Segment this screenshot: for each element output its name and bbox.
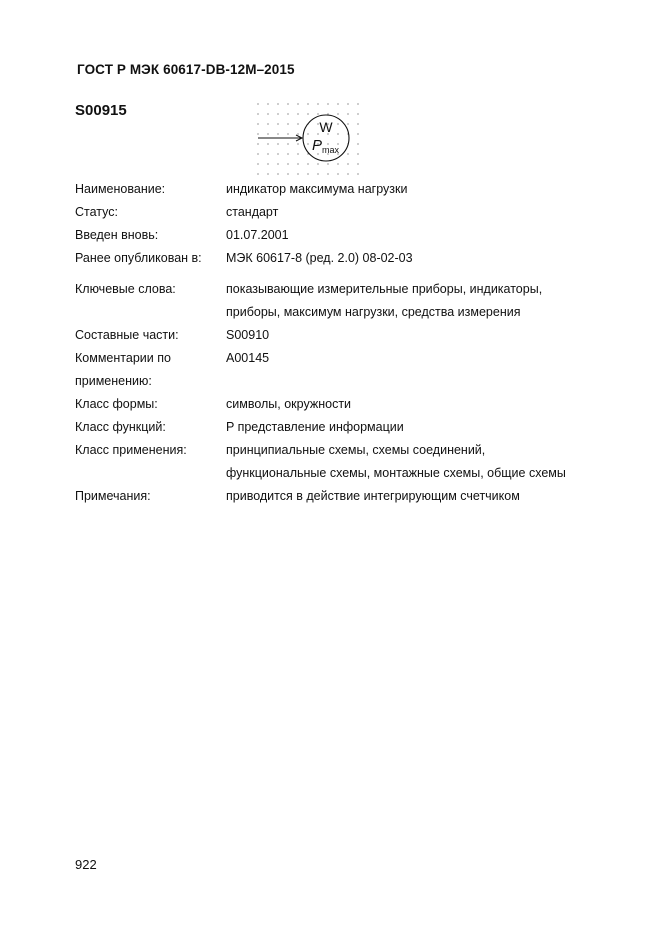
attribute-row xyxy=(75,439,585,485)
grid-dot xyxy=(297,163,298,164)
grid-dot xyxy=(357,163,358,164)
attribute-label: Введен вновь: xyxy=(75,228,159,242)
grid-dot xyxy=(287,133,288,134)
grid-dot xyxy=(287,113,288,114)
attribute-label: Ранее опубликован в: xyxy=(75,251,202,265)
grid-dot xyxy=(337,163,338,164)
grid-dot xyxy=(357,133,358,134)
grid-dot xyxy=(357,143,358,144)
grid-dot xyxy=(267,123,268,124)
attribute-label: Статус: xyxy=(75,205,118,219)
grid-dot xyxy=(277,103,278,104)
grid-dot xyxy=(317,113,318,114)
grid-dot xyxy=(287,173,288,174)
symbol-code: S00915 xyxy=(75,102,127,119)
grid-dot xyxy=(357,103,358,104)
attribute-value: P представление информации xyxy=(226,420,404,434)
attribute-value: МЭК 60617-8 (ред. 2.0) 08-02-03 xyxy=(226,251,413,265)
grid-dot xyxy=(307,163,308,164)
grid-dot xyxy=(267,133,268,134)
grid-dot xyxy=(337,113,338,114)
grid-dot xyxy=(267,103,268,104)
grid-dot xyxy=(347,173,348,174)
grid-dot xyxy=(337,123,338,124)
grid-dot xyxy=(297,153,298,154)
attribute-label: Комментарии по применению: xyxy=(75,351,171,388)
grid-dot xyxy=(277,143,278,144)
grid-dot xyxy=(267,113,268,114)
grid-dot xyxy=(317,103,318,104)
grid-dot xyxy=(357,173,358,174)
grid-dot xyxy=(307,113,308,114)
attribute-value: A00145 xyxy=(226,351,270,365)
grid-dot xyxy=(307,103,308,104)
grid-dot xyxy=(277,123,278,124)
grid-dot xyxy=(257,103,258,104)
grid-dot xyxy=(297,133,298,134)
grid-dot xyxy=(287,163,288,164)
grid-dot xyxy=(357,153,358,154)
grid-dot xyxy=(327,103,328,104)
symbol-figure xyxy=(254,100,370,176)
unit-w-label: W xyxy=(319,119,333,135)
grid-dot xyxy=(267,173,268,174)
grid-dot xyxy=(297,123,298,124)
attribute-row xyxy=(75,201,585,224)
grid-dot xyxy=(267,163,268,164)
attribute-row xyxy=(75,347,585,393)
power-max-label: Pmax xyxy=(312,137,340,155)
attribute-value: приводится в действие интегрирующим счетчиком xyxy=(226,489,520,503)
grid-dot xyxy=(297,173,298,174)
attribute-value: индикатор максимума нагрузки xyxy=(226,182,408,196)
document-header: ГОСТ Р МЭК 60617-DB-12M–2015 xyxy=(77,62,295,77)
grid-dot xyxy=(327,163,328,164)
grid-dot xyxy=(357,123,358,124)
grid-dot xyxy=(277,153,278,154)
grid-dot xyxy=(257,113,258,114)
attribute-label: Ключевые слова: xyxy=(75,282,176,296)
grid-dot xyxy=(307,173,308,174)
grid-dot xyxy=(327,113,328,114)
grid-dot xyxy=(307,133,308,134)
attribute-value: S00910 xyxy=(226,328,270,342)
grid-dot xyxy=(277,133,278,134)
grid-dot xyxy=(317,173,318,174)
attribute-value: 01.07.2001 xyxy=(226,228,289,242)
attribute-label: Составные части: xyxy=(75,328,179,342)
grid-dot xyxy=(257,123,258,124)
grid-dot xyxy=(297,113,298,114)
grid-dot xyxy=(287,123,288,124)
attribute-row xyxy=(75,485,585,508)
attribute-label: Наименование: xyxy=(75,182,166,196)
grid-dot xyxy=(347,163,348,164)
grid-dot xyxy=(257,163,258,164)
grid-dot xyxy=(257,173,258,174)
grid-dot xyxy=(287,153,288,154)
attribute-row xyxy=(75,178,585,201)
grid-dot xyxy=(257,153,258,154)
grid-dot xyxy=(347,113,348,114)
attribute-row xyxy=(75,416,585,439)
grid-dot xyxy=(267,153,268,154)
attribute-label: Класс применения: xyxy=(75,443,187,457)
grid-dot xyxy=(347,153,348,154)
grid-dot xyxy=(257,133,258,134)
grid-dot xyxy=(287,143,288,144)
attribute-row xyxy=(75,278,585,324)
grid-dot xyxy=(357,113,358,114)
attribute-value: показывающие измерительные приборы, индикаторы, приборы, максимум нагрузки, средства измерения xyxy=(226,282,543,319)
grid-dot xyxy=(297,143,298,144)
grid-dot xyxy=(337,133,338,134)
grid-dot xyxy=(317,163,318,164)
grid-dot xyxy=(267,143,268,144)
grid-dot xyxy=(337,173,338,174)
attribute-label: Класс формы: xyxy=(75,397,158,411)
grid-dot xyxy=(347,123,348,124)
grid-dot xyxy=(257,143,258,144)
dot-grid xyxy=(257,103,358,174)
attribute-row xyxy=(75,224,585,247)
grid-dot xyxy=(277,113,278,114)
attribute-value: символы, окружности xyxy=(226,397,352,411)
attribute-row xyxy=(75,393,585,416)
grid-dot xyxy=(347,103,348,104)
grid-dot xyxy=(287,103,288,104)
attribute-label: Класс функций: xyxy=(75,420,166,434)
grid-dot xyxy=(277,163,278,164)
grid-dot xyxy=(307,143,308,144)
attribute-table xyxy=(75,178,585,508)
attribute-row xyxy=(75,324,585,347)
grid-dot xyxy=(337,103,338,104)
grid-dot xyxy=(327,173,328,174)
grid-dot xyxy=(277,173,278,174)
grid-dot xyxy=(297,103,298,104)
page-number: 922 xyxy=(75,857,97,872)
attribute-value: стандарт xyxy=(226,205,279,219)
attribute-label: Примечания: xyxy=(75,489,151,503)
attribute-value: принципиальные схемы, схемы соединений, функциональные схемы, монтажные схемы, общие схемы xyxy=(226,443,566,480)
attribute-row xyxy=(75,247,585,270)
